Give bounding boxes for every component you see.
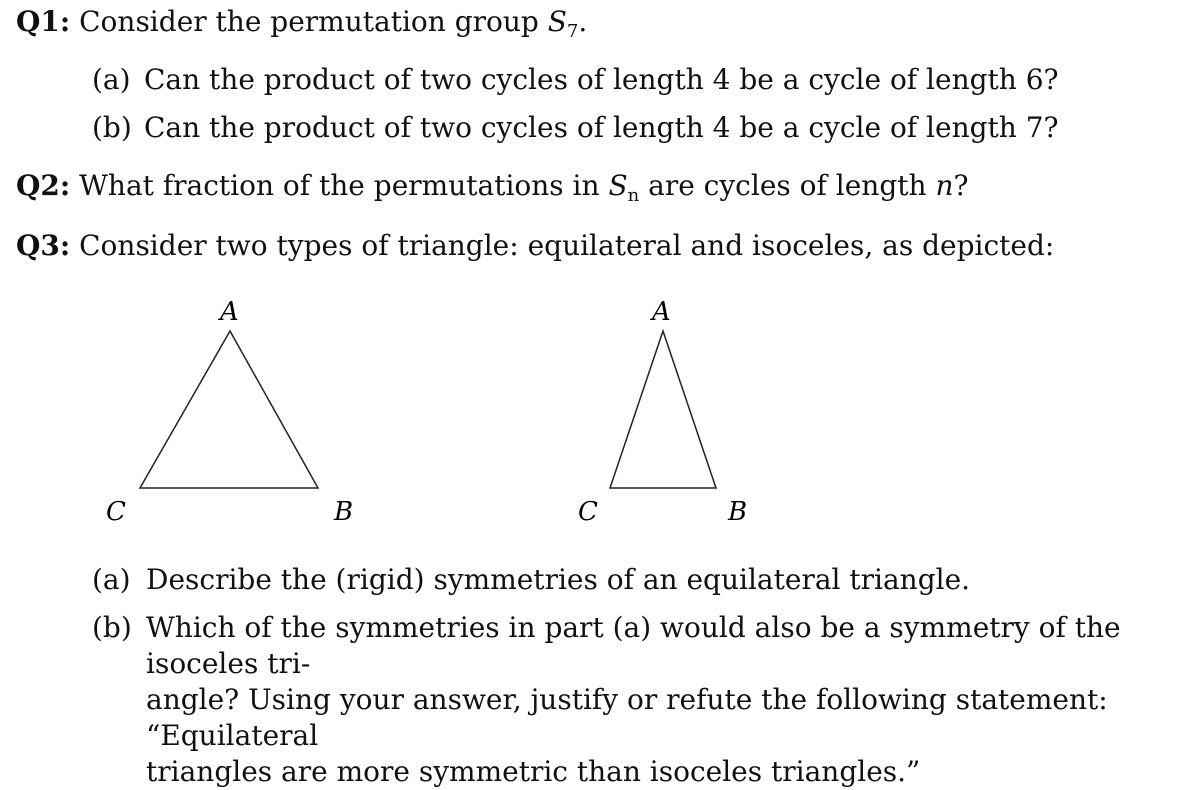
q1-part-b-text: Can the product of two cycles of length 4 be a cycle of length 7? [144,111,1059,144]
equilateral-triangle [106,297,353,527]
isoceles-vertex-top-label: A [652,297,671,327]
q1-part-a-label: (a) [92,63,131,96]
q3-part-b-line-2: angle? Using your answer, justify or refute the following statement: “Equilateral [146,683,1108,752]
q3-part-a-line-1: Describe the (rigid) symmetries of an equilateral triangle. [146,563,971,596]
isoceles-vertex-right-label: B [728,497,748,527]
q3-part-b [92,610,1201,790]
q1-text-after: . [578,5,588,38]
q1-label: Q1: [16,5,71,38]
q2-text-middle: are cycles of length [639,169,936,202]
isoceles-triangle [578,297,747,527]
q2-set-symbol: S [608,169,628,202]
equilateral-triangle-shape [140,331,318,488]
q1-part-a-text: Can the product of two cycles of length 4 be a cycle of length 6? [144,63,1059,96]
isoceles-vertex-left-label: C [578,497,598,527]
q1-group-subscript: 7 [566,21,579,42]
isoceles-triangle-shape [610,331,716,488]
q3-part-b-line-1: Which of the symmetries in part (a) would also be a symmetry of the isoceles tri- [146,611,1121,680]
q3-part-b-line-3: triangles are more symmetric than isoceles triangles.” [146,755,921,788]
q2-text-before: What fraction of the permutations in [79,169,609,202]
q1-group-symbol: S [547,5,567,38]
q2-text-after: ? [953,169,969,202]
q3-text: Consider two types of triangle: equilateral and isoceles, as depicted: [79,229,1055,262]
q3-part-a-label: (a) [92,563,131,596]
q3-part-a [92,562,970,598]
equilateral-vertex-left-label: C [106,497,126,527]
q2-length-symbol: n [935,169,954,202]
q3-label: Q3: [16,229,71,262]
equilateral-vertex-top-label: A [220,297,239,327]
q2-set-subscript: n [627,185,640,206]
q3-part-b-label: (b) [92,611,132,644]
q1-part-b-label: (b) [92,111,132,144]
equilateral-vertex-right-label: B [334,497,354,527]
q1-text-before: Consider the permutation group [79,5,548,38]
q2-label: Q2: [16,169,71,202]
